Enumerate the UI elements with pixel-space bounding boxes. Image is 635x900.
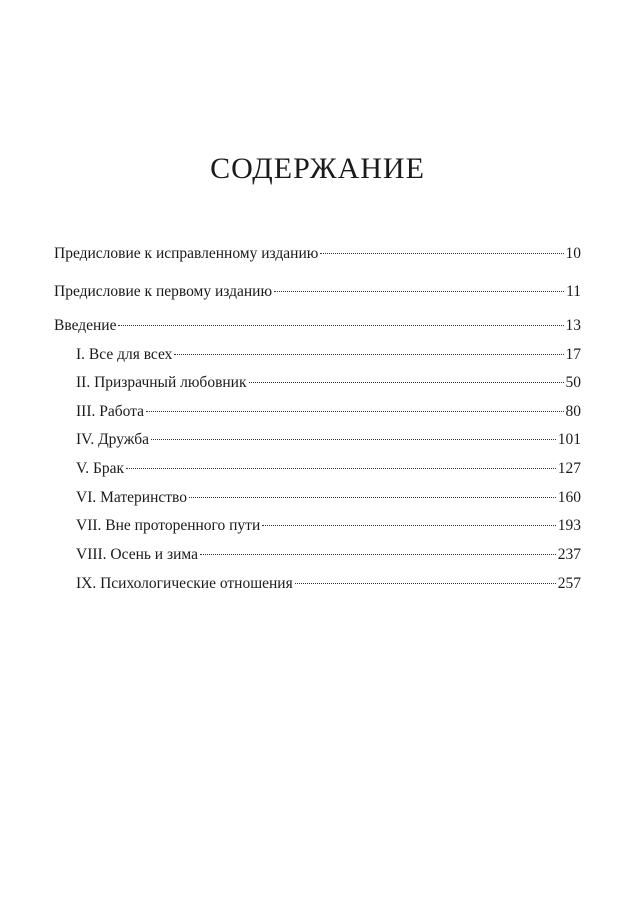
toc-entry-label: V. Брак [76, 460, 125, 477]
dot-leader [200, 554, 556, 555]
toc-entry-chapter-2[interactable] [76, 373, 581, 393]
dot-leader [146, 411, 563, 412]
toc-entry-preface-first[interactable] [54, 282, 581, 302]
dot-leader [151, 439, 556, 440]
toc-entry-page: 257 [557, 575, 581, 592]
toc-entry-page: 80 [565, 403, 581, 420]
toc-entry-preface-revised[interactable] [54, 244, 581, 264]
dot-leader [118, 325, 563, 326]
toc-entry-chapter-1[interactable] [76, 345, 581, 365]
toc-entry-page: 11 [566, 283, 581, 300]
toc-entry-label: II. Призрачный любовник [76, 374, 247, 391]
dot-leader [189, 497, 556, 498]
toc-entry-label: IX. Психологические отношения [76, 575, 293, 592]
toc-entry-chapter-3[interactable] [76, 402, 581, 422]
toc-entry-page: 10 [565, 245, 581, 262]
toc-entry-label: Предисловие к первому изданию [54, 283, 273, 300]
dot-leader [274, 291, 564, 292]
toc-entry-label: I. Все для всех [76, 346, 173, 363]
dot-leader [174, 354, 563, 355]
toc-entry-page: 50 [565, 374, 581, 391]
toc-entry-chapter-7[interactable] [76, 516, 581, 536]
dot-leader [295, 583, 556, 584]
toc-entry-label: IV. Дружба [76, 431, 150, 448]
toc-entry-introduction[interactable] [54, 316, 581, 336]
page-title: СОДЕРЖАНИЕ [210, 152, 425, 185]
toc-entry-label: VIII. Осень и зима [76, 546, 198, 563]
toc-entry-chapter-6[interactable] [76, 488, 581, 508]
toc-entry-page: 193 [557, 517, 581, 534]
dot-leader [262, 525, 556, 526]
toc-entry-label: Предисловие к исправленному изданию [54, 245, 319, 262]
toc-entry-chapter-4[interactable] [76, 430, 581, 450]
toc-entry-page: 13 [565, 317, 581, 334]
toc-entry-label: III. Работа [76, 403, 145, 420]
toc-entry-label: Введение [54, 317, 117, 334]
toc-entry-label: VII. Вне проторенного пути [76, 517, 261, 534]
toc-entry-page: 127 [557, 460, 581, 477]
toc-entry-page: 160 [557, 489, 581, 506]
toc-entry-page: 17 [565, 346, 581, 363]
toc-entry-chapter-9[interactable] [76, 574, 581, 594]
toc-entry-page: 237 [557, 546, 581, 563]
toc-entry-label: VI. Материнство [76, 489, 187, 506]
toc-entry-chapter-8[interactable] [76, 545, 581, 565]
toc-entry-page: 101 [557, 431, 581, 448]
dot-leader [249, 382, 564, 383]
toc-entry-chapter-5[interactable] [76, 459, 581, 479]
dot-leader [320, 253, 563, 254]
dot-leader [126, 468, 556, 469]
